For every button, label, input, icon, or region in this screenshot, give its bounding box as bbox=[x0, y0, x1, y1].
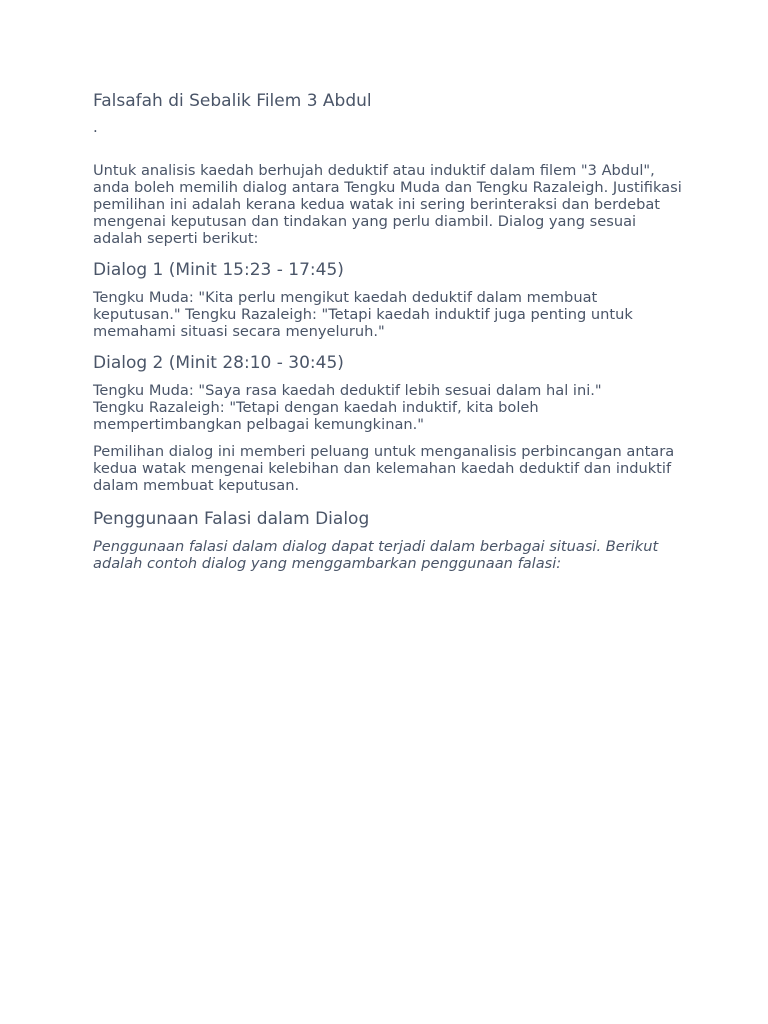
intro-paragraph: Untuk analisis kaedah berhujah deduktif atau induktif dalam filem "3 Abdul", anda boleh memilih dialog antara Tengku Muda dan Tengku Razaleigh. Justifikasi pemilihan ini adalah kerana kedua watak ini sering berinteraksi dan berdebat mengenai keputusan dan tindakan yang perlu diambil. Dialog yang sesuai adalah seperti berikut: bbox=[93, 162, 682, 247]
dialog-1-text: Tengku Muda: "Kita perlu mengikut kaedah deduktif dalam membuat keputusan." Tengku Razaleigh: "Tetapi kaedah induktif juga penting untuk memahami situasi secara menyeluruh." bbox=[93, 289, 633, 340]
document-page bbox=[93, 90, 683, 572]
dialog-2-line-2: Tengku Razaleigh: "Tetapi dengan kaedah induktif, kita boleh mempertimbangkan pelbagai kemungkinan." bbox=[93, 399, 539, 433]
dialog-2-body bbox=[93, 382, 683, 433]
fallacy-text: Penggunaan falasi dalam dialog dapat terjadi dalam berbagai situasi. Berikut adalah contoh dialog yang menggambarkan penggunaan falasi: bbox=[93, 538, 659, 572]
dialog-2-heading: Dialog 2 (Minit 28:10 - 30:45) bbox=[93, 353, 344, 373]
document-title: Falsafah di Sebalik Filem 3 Abdul bbox=[93, 91, 372, 111]
dialog-2-line-1: Tengku Muda: "Saya rasa kaedah deduktif lebih sesuai dalam hal ini." bbox=[93, 382, 602, 399]
separator-dot: . bbox=[93, 118, 98, 136]
fallacy-heading: Penggunaan Falasi dalam Dialog bbox=[93, 509, 370, 529]
dialog-1-heading: Dialog 1 (Minit 15:23 - 17:45) bbox=[93, 260, 344, 280]
conclusion-paragraph: Pemilihan dialog ini memberi peluang untuk menganalisis perbincangan antara kedua watak mengenai kelebihan dan kelemahan kaedah deduktif dan induktif dalam membuat keputusan. bbox=[93, 443, 675, 494]
